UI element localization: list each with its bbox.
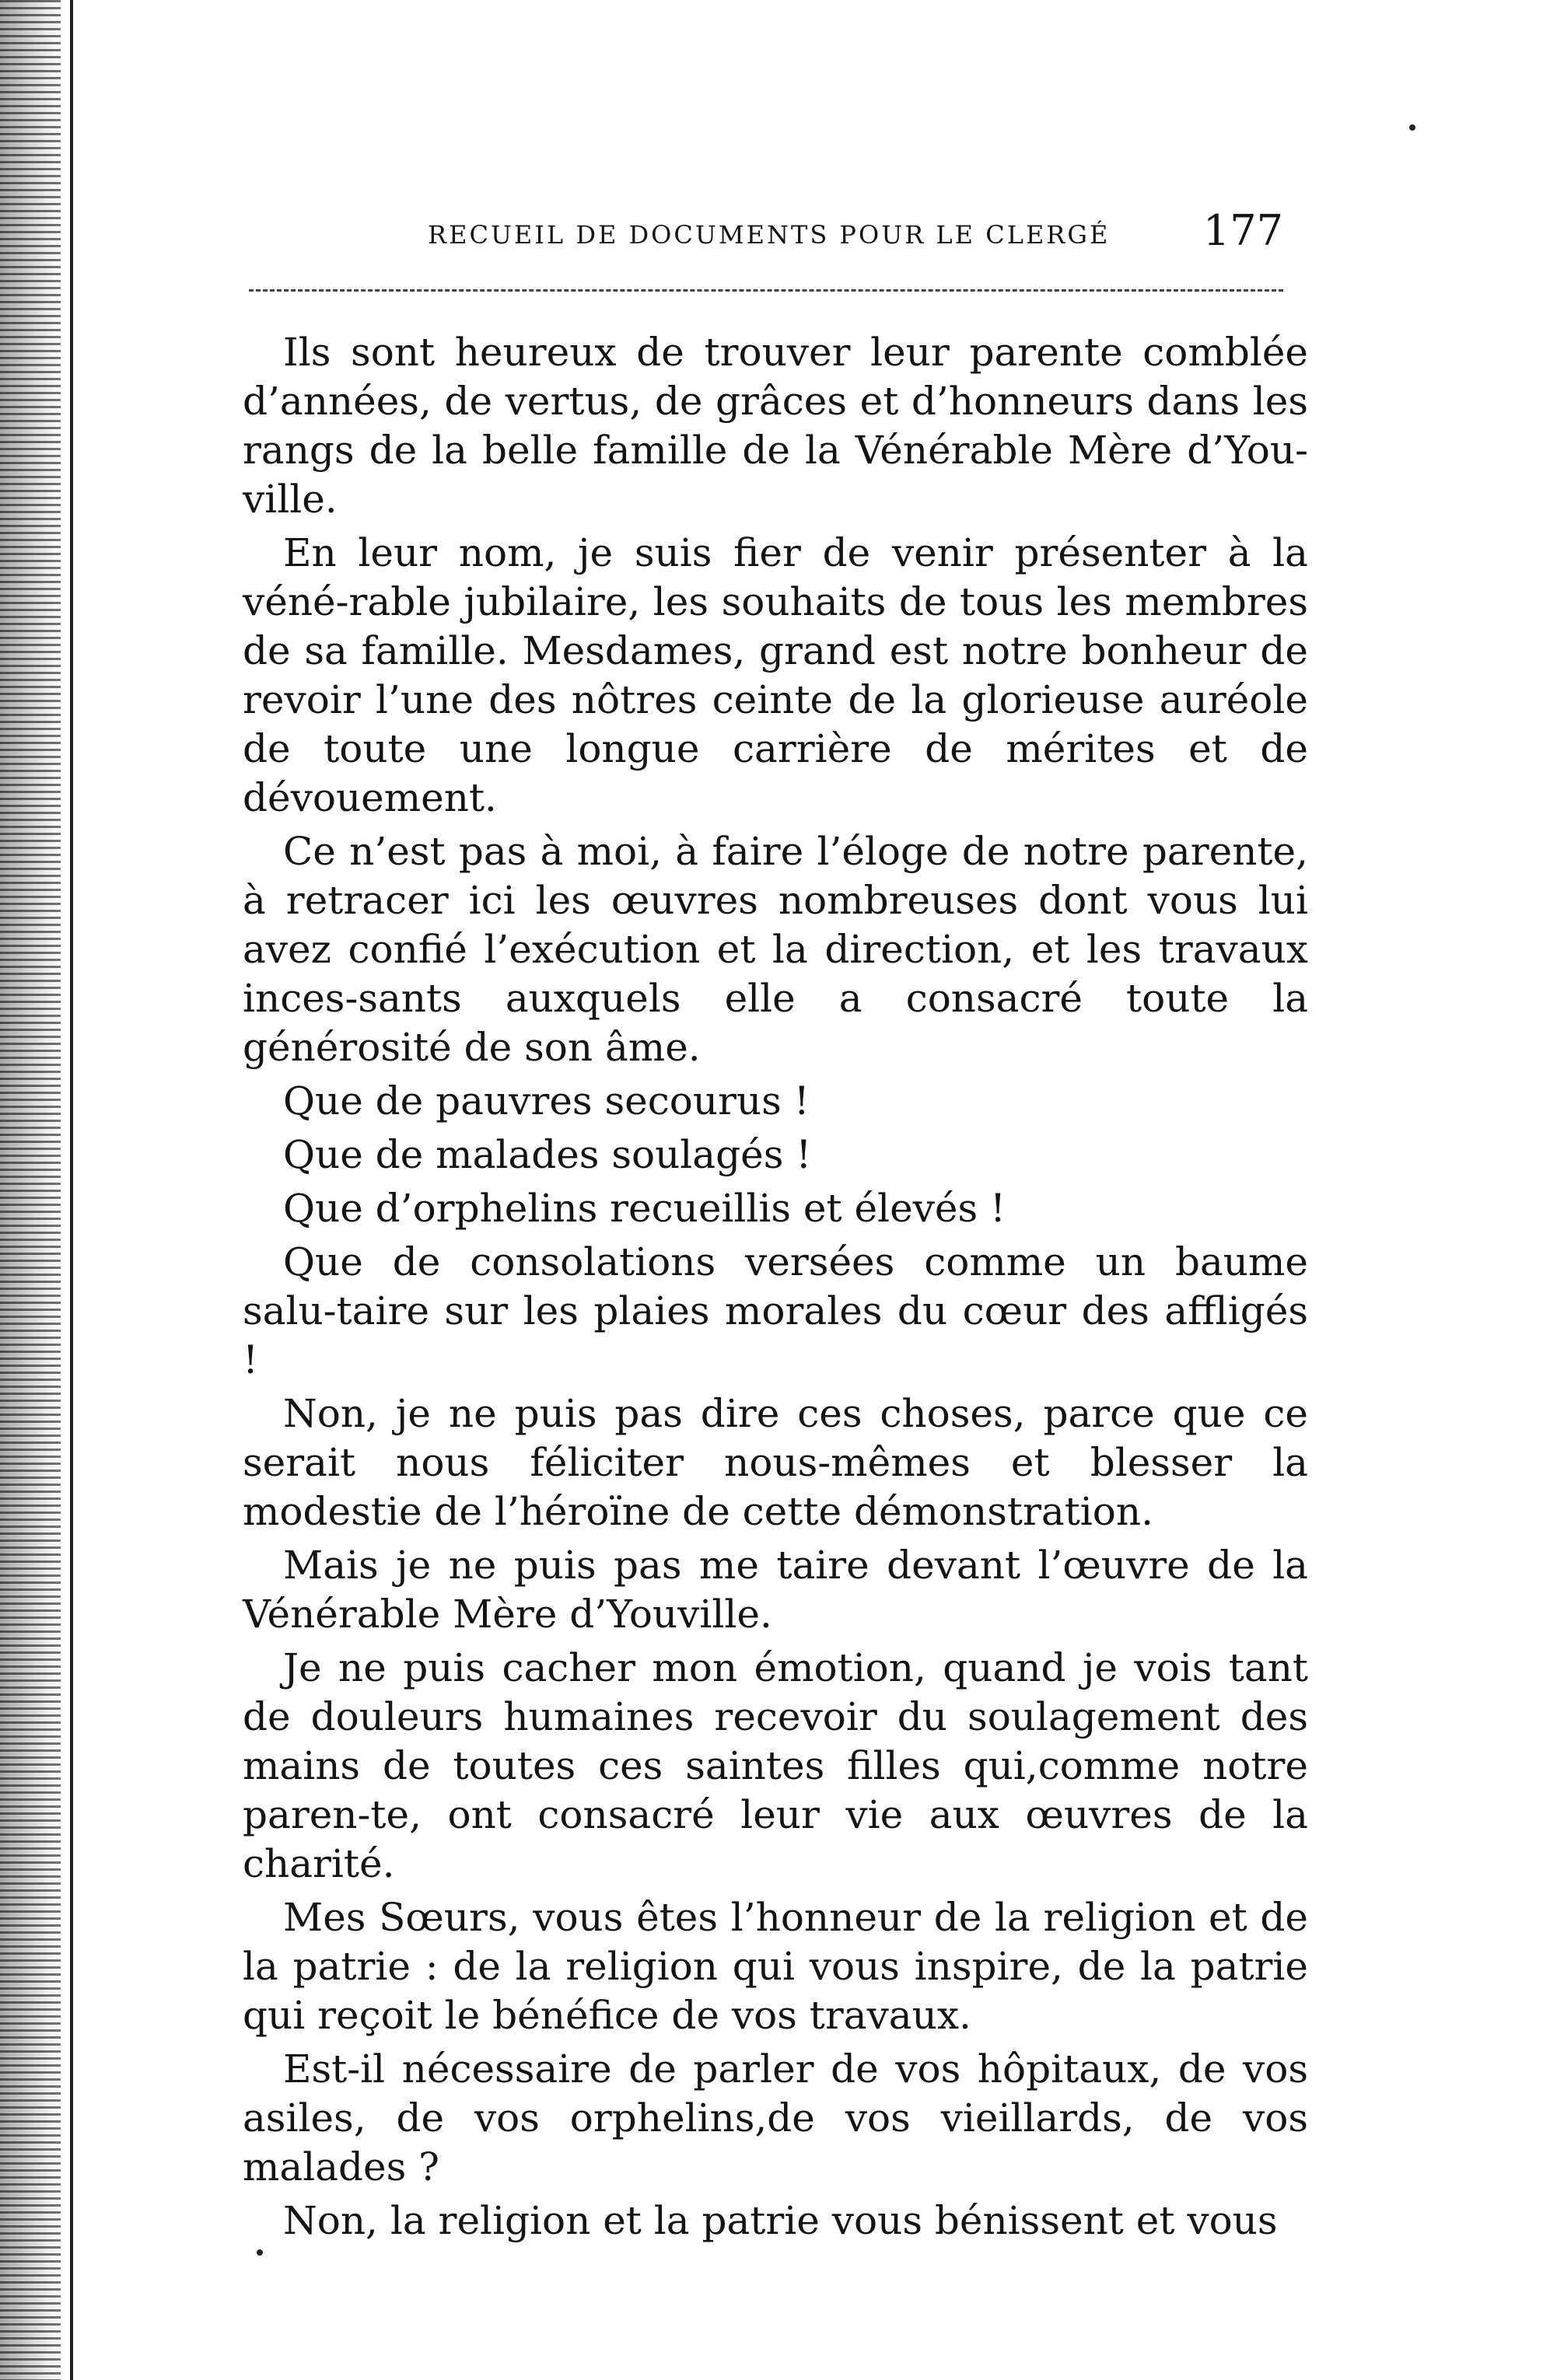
paragraph: Ce n’est pas à moi, à faire l’éloge de notre parente, à retracer ici les œuvres nombreuses dont vous lui avez confié l’exécution et la direction, et les travaux inces-sants auxquels elle a consacré toute la générosité de son âme. <box>243 829 1308 1070</box>
paragraph: Ils sont heureux de trouver leur parente comblée d’années, de vertus, de grâces et d’honneurs dans les rangs de la belle famille de la Vénérable Mère d’You-ville. <box>243 330 1308 522</box>
paragraph: Que de consolations versées comme un baume salu-taire sur les plaies morales du cœur des affligés ! <box>243 1239 1308 1382</box>
header-rule <box>249 289 1283 292</box>
paragraph: Est-il nécessaire de parler de vos hôpitaux, de vos asiles, de vos orphelins,de vos vieillards, de vos malades ? <box>243 2046 1308 2190</box>
paragraph: Je ne puis cacher mon émotion, quand je vois tant de douleurs humaines recevoir du soulagement des mains de toutes ces saintes filles qui,comme notre paren-te, ont consacré leur vie aux œuvres de la charité. <box>243 1645 1308 1886</box>
paragraph: Non, la religion et la patrie vous bénissent et vous <box>283 2198 1278 2243</box>
page-binding-edge <box>0 0 61 2380</box>
ink-speck <box>1409 124 1415 131</box>
binding-rule <box>70 0 73 2380</box>
running-title: RECUEIL DE DOCUMENTS POUR LE CLERGÉ <box>428 220 1111 250</box>
paragraph: Non, je ne puis pas dire ces choses, parce que ce serait nous féliciter nous-mêmes et blesser la modestie de l’héroïne de cette démonstration. <box>243 1391 1308 1534</box>
paragraph: Mais je ne puis pas me taire devant l’œuvre de la Vénérable Mère d’Youville. <box>243 1543 1308 1637</box>
paragraph: En leur nom, je suis fier de venir présenter à la véné-rable jubilaire, les souhaits de tous les membres de sa famille. Mesdames, grand est notre bonheur de revoir l’une des nôtres ceinte de la glorieuse auréole de toute une longue carrière de mérites et de dévouement. <box>243 530 1308 820</box>
body-text <box>243 328 1308 2250</box>
paragraph: Que d’orphelins recueillis et élevés ! <box>283 1186 1006 1231</box>
ink-speck <box>257 2249 263 2256</box>
paragraph: Que de malades soulagés ! <box>283 1132 812 1177</box>
page-number: 177 <box>1202 206 1283 255</box>
page-header <box>233 206 1330 268</box>
paragraph: Que de pauvres secourus ! <box>283 1078 810 1124</box>
paragraph: Mes Sœurs, vous êtes l’honneur de la religion et de la patrie : de la religion qui vous inspire, de la patrie qui reçoit le bénéfice de vos travaux. <box>243 1895 1308 2038</box>
